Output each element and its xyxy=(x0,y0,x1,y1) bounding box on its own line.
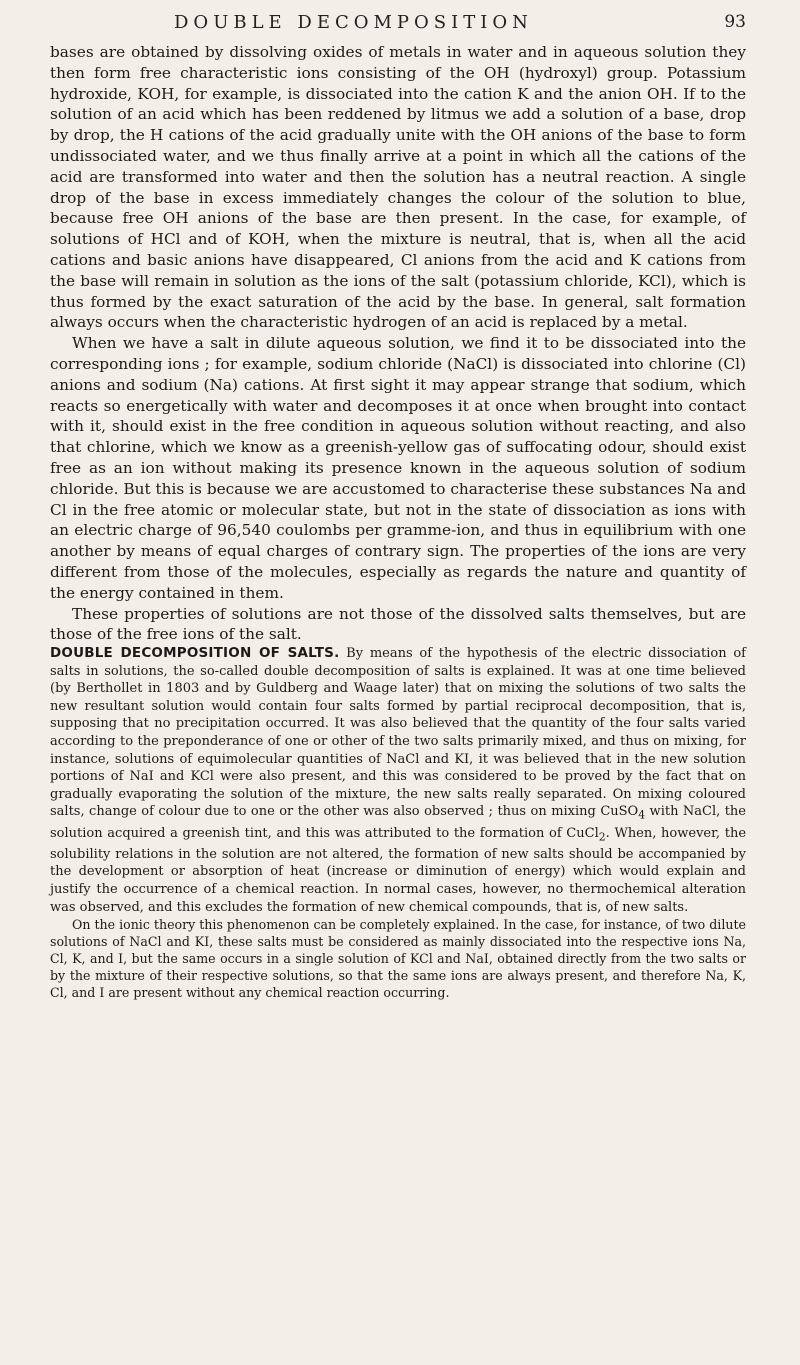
paragraph-salt-dissociation: When we have a salt in dilute aqueous solution, we find it to be dissociated into the corresponding ions ; for example, sodium chloride (NaCl) is dissociated into chlorine (Cl) anions and sodium (Na) cations. At first sight it may appear strange that sodium, which reacts so energetically with water and decomposes it at once when brought into contact with it, should exist in the free condition in aqueous solution without reacting, and also that chlorine, which we know as a greenish-yellow gas of suffocating odour, should exist free as an ion without making its presence known in the aqueous solution of sodium chloride. But this is because we are accustomed to characterise these substances Na and Cl in the free atomic or molecular state, but not in the state of dissociation as ions with an electric charge of 96,540 coulombs per gramme-ion, and thus in equilibrium with one another by means of equal charges of contrary sign. The properties of the ions are very different from those of the molecules, especially as regards the nature and quantity of the energy contained in them. xyxy=(50,334,746,602)
page-number: 93 xyxy=(724,12,746,32)
paragraph-text-part2: with NaCl, the solution acquired a greenish tint, and this was attributed to the formation of CuCl xyxy=(50,804,746,841)
subscript-2: 2 xyxy=(598,830,606,844)
running-title: DOUBLE DECOMPOSITION xyxy=(174,12,533,33)
paragraph-text-part3: . When, however, the solubility relations in the solution are not altered, the formation of new salts should be accompanied by the development or absorption of heat (increase or diminution of energy) which would explain and justify the occurrence of a chemical reaction. In normal cases, however, no thermochemical alteration was observed, and this excludes the formation of new chemical compounds, that is, of new salts. xyxy=(50,825,747,915)
paragraph-acids-bases: bases are obtained by dissolving oxides of metals in water and in aqueous solution they then form free characteristic ions consisting of the OH (hydroxyl) group. Potassium hydroxide, KOH, for example, is dissociated into the cation K and the anion OH. If to the solution of an acid which has been reddened by litmus we add a solution of a base, drop by drop, the H cations of the acid gradually unite with the OH anions of the base to form undissociated water, and we thus finally arrive at a point in which all the cations of the acid are transformed into water and then the solution has a neutral reaction. A single drop of the base in excess immediately changes the colour of the solution to blue, because free OH anions of the base are then present. In the case, for example, of solutions of HCl and of KOH, when the mixture is neutral, that is, when all the acid cations and basic anions have disappeared, Cl anions from the acid and K cations from the base will remain in solution as the ions of the salt (potassium chloride, KCl), which is thus formed by the exact saturation of the acid by the base. In general, salt formation always occurs when the characteristic hydrogen of an acid is replaced by a metal. xyxy=(50,43,746,332)
paragraph-ion-properties: These properties of solutions are not those of the dissolved salts themselves, but are those of the free ions of the salt. xyxy=(50,604,746,644)
page-header xyxy=(50,8,746,42)
paragraph-text-part1: By means of the hypothesis of the electric dissociation of salts in solutions, the so-called double decomposition of salts is explained. It was at one time believed (by Berthollet in 1803 and by Guldberg and Waage later) that on mixing the solutions of two salts the new resultant solution would contain four salts formed by partial reciprocal decomposition, that is, supposing that no precipitation occurred. It was also believed that the quantity of the four salts varied according to the preponderance of one or other of the two salts primarily mixed, and thus on mixing, for instance, solutions of equimolecular quantities of NaCl and KI, it was believed that in the new solution portions of NaI and KCl were also present, and this was considered to be proved by the fact that on gradually evaporating the solution of the mixture, the new salts really separated. On mixing coloured salts, change of colour due to one or the other was also observed ; thus on mixing CuSO xyxy=(50,646,746,820)
paragraph-double-decomposition xyxy=(50,645,746,916)
paragraph-ionic-theory: On the ionic theory this phenomenon can be completely explained. In the case, for instance, of two dilute solutions of NaCl and KI, these salts must be considered as mainly dissociated into the respective ions Na, Cl, K, and I, but the same occurs in a single solution of KCl and NaI, obtained directly from the two salts or by the mixture of their respective solutions, so that the same ions are always present, and therefore Na, K, Cl, and I are present without any chemical reaction occurring. xyxy=(50,917,746,1001)
section-heading: DOUBLE DECOMPOSITION OF SALTS. xyxy=(50,645,340,662)
subscript-4: 4 xyxy=(638,809,646,823)
